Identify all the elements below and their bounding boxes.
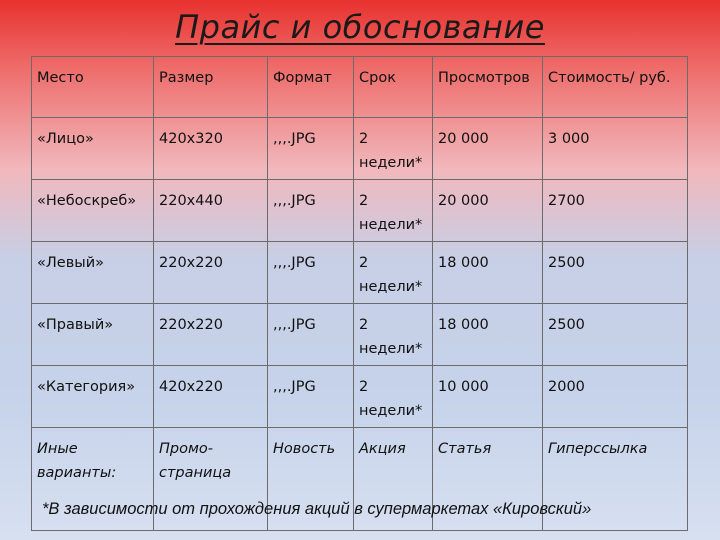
table-cell: 2 недели*	[354, 180, 433, 242]
table-cell: 2 недели*	[354, 118, 433, 180]
table-cell: 20 000	[433, 180, 543, 242]
table-cell: 2000	[543, 366, 688, 428]
table-cell: 18 000	[433, 304, 543, 366]
table-cell: Акция	[354, 428, 433, 531]
table-cell: 2 недели*	[354, 366, 433, 428]
header-cell-cost: Стоимость/ руб.	[543, 57, 688, 118]
table-cell: ,,,.JPG	[268, 118, 354, 180]
table-cell: «Лицо»	[32, 118, 154, 180]
table-cell: ,,,.JPG	[268, 242, 354, 304]
header-cell-term: Срок	[354, 57, 433, 118]
table-cell: «Небоскреб»	[32, 180, 154, 242]
table-cell: 220х220	[154, 242, 268, 304]
table-cell: 220х440	[154, 180, 268, 242]
table-cell: 2500	[543, 304, 688, 366]
table-cell: 220х220	[154, 304, 268, 366]
table-cell: 420х220	[154, 366, 268, 428]
table-row	[32, 366, 688, 428]
price-table	[31, 56, 688, 531]
table-cell: 10 000	[433, 366, 543, 428]
table-cell: 2 недели*	[354, 242, 433, 304]
table-cell: 20 000	[433, 118, 543, 180]
table-cell: 3 000	[543, 118, 688, 180]
table-cell: ,,,.JPG	[268, 366, 354, 428]
table-cell: ,,,.JPG	[268, 180, 354, 242]
header-cell-format: Формат	[268, 57, 354, 118]
footnote: *В зависимости от прохождения акций в супермаркетах «Кировский»	[42, 500, 592, 518]
table-row	[32, 304, 688, 366]
table-cell: «Левый»	[32, 242, 154, 304]
header-cell-views: Просмотров	[433, 57, 543, 118]
table-cell: 2 недели*	[354, 304, 433, 366]
table-row	[32, 242, 688, 304]
header-cell-size: Размер	[154, 57, 268, 118]
table-cell: Иные варианты:	[32, 428, 154, 531]
table-cell: Промо-страница	[154, 428, 268, 531]
table-cell: Новость	[268, 428, 354, 531]
table-header-row	[32, 57, 688, 118]
table-cell: 18 000	[433, 242, 543, 304]
table-cell: 2500	[543, 242, 688, 304]
table-cell: «Категория»	[32, 366, 154, 428]
table-cell: 420х320	[154, 118, 268, 180]
header-cell-place: Место	[32, 57, 154, 118]
table-cell: 2700	[543, 180, 688, 242]
table-cell: «Правый»	[32, 304, 154, 366]
table-cell: ,,,.JPG	[268, 304, 354, 366]
page-title: Прайс и обоснование	[175, 8, 545, 46]
table-row	[32, 180, 688, 242]
table-cell: Статья	[433, 428, 543, 531]
table-cell: Гиперссылка	[543, 428, 688, 531]
table-row	[32, 118, 688, 180]
